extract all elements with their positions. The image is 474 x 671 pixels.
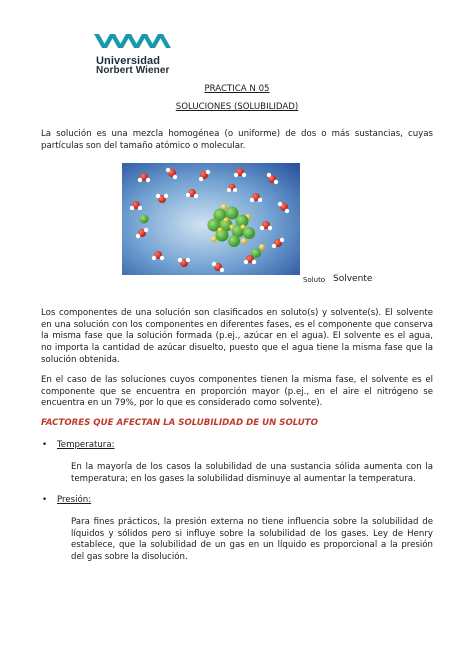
factor-pressure-text: Para fines prácticos, la presión externa no tiene influencia sobre la solubilidad de líquidos y sólidos pero si influye sobre la solubilidad de los gases. Ley de Henry establece, que la solubilidad de un gas en un líquido es proporcional a la presión del gas sobre la disolución. [71,517,433,563]
intro-paragraph: La solución es una mezcla homogénea (o uniforme) de dos o más sustancias, cuyas partículas son del tamaño atómico o molecular. [41,129,433,151]
practice-title: PRACTICA N 05 [204,84,270,94]
bullet-icon: • [42,495,48,505]
components-paragraph: Los componentes de una solución son clasificados en soluto(s) y solvente(s). El solvente en una solución con los componentes en diferentes fases, es el componente que conserva la misma fase que la solución formada (p.ej., azúcar en el agua). El solvente es el agua, no importa la cantidad de azúcar disuelto, puesto que el agua tiene la misma fase que la solución obtenida. [41,308,433,365]
factor-pressure-label: Presión: [57,495,92,505]
university-logo [94,34,204,76]
logo-emblem-icon [94,34,172,54]
factors-heading: FACTORES QUE AFECTAN LA SOLUBILIDAD DE UN SOLUTO [41,418,318,428]
bullet-icon: • [42,440,48,450]
factor-temperature-text: En la mayoría de los casos la solubilidad de una sustancia sólida aumenta con la temperatura; en los gases la solubilidad disminuye al aumentar la temperatura. [71,462,433,484]
solution-molecules-image [122,163,300,275]
phase-paragraph: En el caso de las soluciones cuyos componentes tienen la misma fase, el solvente es el componente que se encuentra en proporción mayor (p.ej., en el aire el nitrógeno se encuentra en un 79%, por lo que es considerado como solvente). [41,375,433,409]
factor-temperature-label: Temperatura: [57,440,115,450]
figure-label-soluto: Soluto [303,276,326,284]
figure-label-solvente: Solvente [333,274,373,284]
practice-subtitle: SOLUCIONES (SOLUBILIDAD) [175,102,299,112]
logo-text-name: Norbert Wiener [96,65,170,76]
logo-text-university: Universidad [96,55,161,67]
